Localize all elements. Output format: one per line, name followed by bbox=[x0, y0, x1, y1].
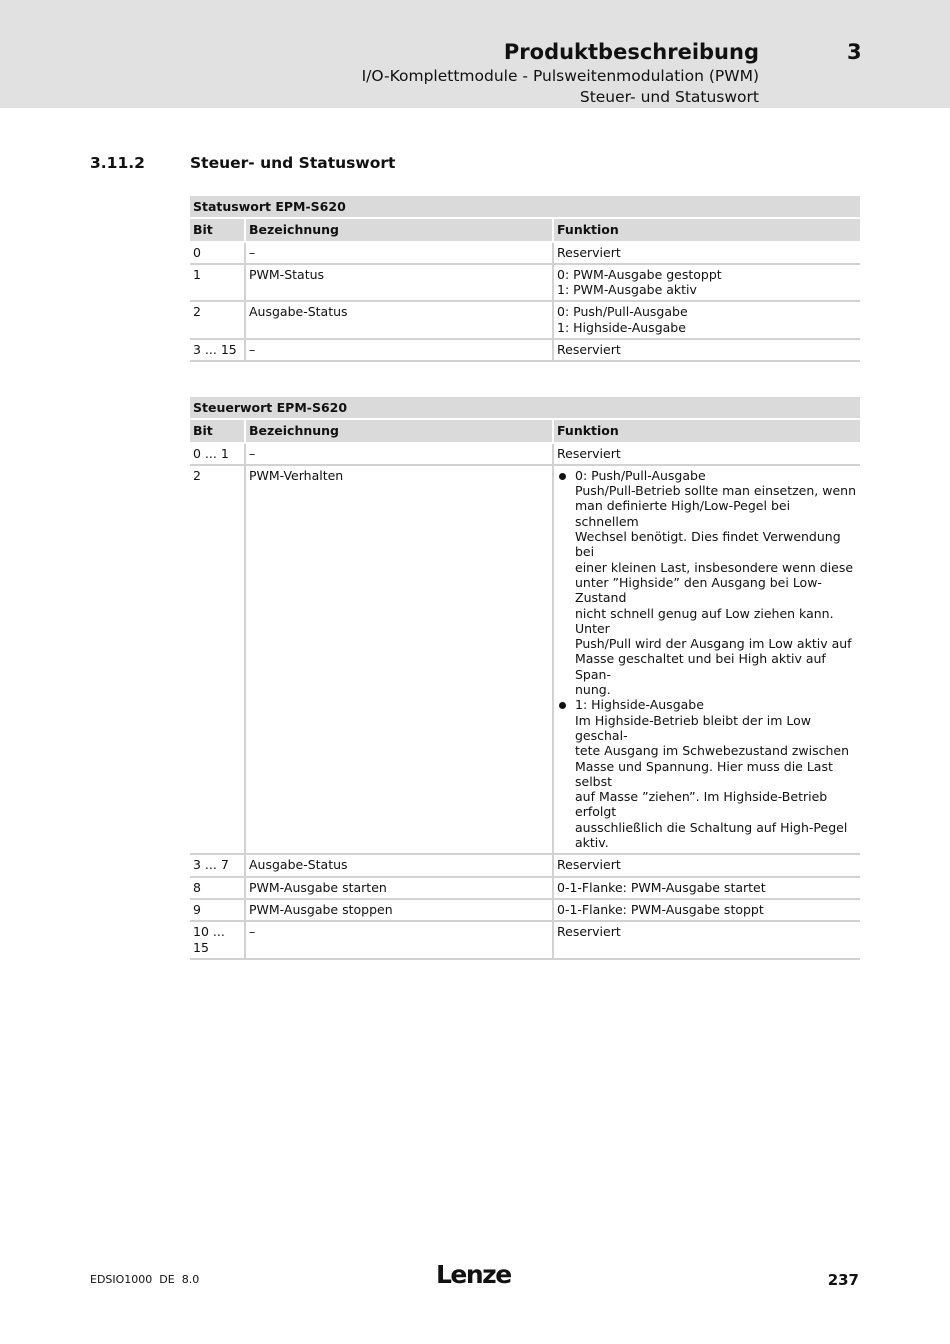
function-line: 0: Push/Pull-Ausgabe bbox=[557, 304, 688, 320]
function-line: Reserviert bbox=[557, 342, 621, 358]
table-row bbox=[190, 855, 860, 877]
table-row bbox=[190, 265, 860, 303]
bit-cell: 0 ... 1 bbox=[190, 444, 244, 466]
function-cell bbox=[552, 243, 860, 265]
function-line: 1: PWM-Ausgabe aktiv bbox=[557, 282, 697, 298]
bullet-icon bbox=[559, 473, 566, 480]
chapter-number: 3 bbox=[847, 40, 862, 64]
bit-cell: 1 bbox=[190, 265, 244, 303]
name-cell: – bbox=[244, 922, 552, 960]
function-cell: Reserviert bbox=[552, 922, 860, 960]
table-caption: Statuswort EPM-S620 bbox=[190, 196, 860, 219]
bit-cell: 3 ... 15 bbox=[190, 340, 244, 362]
table-caption: Steuerwort EPM-S620 bbox=[190, 397, 860, 420]
table-row bbox=[190, 900, 860, 922]
section-title: Steuer- und Statuswort bbox=[190, 154, 396, 172]
control-word-table bbox=[190, 397, 860, 960]
document-code: EDSIO1000 DE 8.0 bbox=[90, 1273, 200, 1286]
function-cell: Reserviert bbox=[552, 444, 860, 466]
page-subtitle: I/O-Komplettmodule - Pulsweitenmodulation (PWM) bbox=[361, 67, 759, 85]
section-heading bbox=[90, 154, 395, 172]
bullet-line: unter ”Highside” den Ausgang bei Low-Zustand bbox=[575, 574, 822, 606]
bit-cell: 3 ... 7 bbox=[190, 855, 244, 877]
function-cell bbox=[552, 340, 860, 362]
list-item bbox=[557, 468, 857, 697]
bullet-head: 1: Highside-Ausgabe bbox=[575, 697, 704, 713]
bit-cell: 2 bbox=[190, 466, 244, 855]
bullet-line: Wechsel benötigt. Dies findet Verwendung bei bbox=[575, 529, 841, 560]
page-subtitle-2: Steuer- und Statuswort bbox=[579, 88, 759, 106]
function-cell: 0-1-Flanke: PWM-Ausgabe stoppt bbox=[552, 900, 860, 922]
name-cell: PWM-Status bbox=[244, 265, 552, 303]
column-header-bit: Bit bbox=[190, 420, 244, 443]
bullet-line: Push/Pull wird der Ausgang im Low aktiv auf bbox=[575, 636, 852, 652]
bit-cell: 0 bbox=[190, 243, 244, 265]
table-row bbox=[190, 922, 860, 960]
name-cell: Ausgabe-Status bbox=[244, 302, 552, 340]
name-cell: Ausgabe-Status bbox=[244, 855, 552, 877]
bit-cell: 8 bbox=[190, 878, 244, 900]
function-cell bbox=[552, 466, 860, 855]
lenze-logo: Lenze bbox=[436, 1260, 511, 1289]
bullet-head: 0: Push/Pull-Ausgabe bbox=[575, 467, 706, 483]
name-cell: – bbox=[244, 340, 552, 362]
table-row bbox=[190, 340, 860, 362]
bit-cell: 10 ... 15 bbox=[190, 922, 244, 960]
function-line: 1: Highside-Ausgabe bbox=[557, 319, 686, 335]
bullet-line: nung. bbox=[575, 682, 611, 698]
bullet-line: Im Highside-Betrieb bleibt der im Low geschal- bbox=[575, 712, 811, 743]
function-cell bbox=[552, 265, 860, 303]
table-row bbox=[190, 444, 860, 466]
page-title: Produktbeschreibung bbox=[503, 40, 759, 64]
bit-cell: 9 bbox=[190, 900, 244, 922]
bullet-line: Masse und Spannung. Hier muss die Last selbst bbox=[575, 758, 833, 789]
table-row bbox=[190, 466, 860, 855]
function-cell: Reserviert bbox=[552, 855, 860, 877]
name-cell: PWM-Ausgabe starten bbox=[244, 878, 552, 900]
function-line: Reserviert bbox=[557, 244, 621, 260]
name-cell: PWM-Verhalten bbox=[244, 466, 552, 855]
bullet-icon bbox=[559, 702, 566, 709]
function-cell bbox=[552, 302, 860, 340]
list-item bbox=[557, 697, 857, 850]
bullet-line: tete Ausgang im Schwebezustand zwischen bbox=[575, 743, 850, 759]
bit-cell: 2 bbox=[190, 302, 244, 340]
column-header-funktion: Funktion bbox=[552, 420, 860, 443]
name-cell: PWM-Ausgabe stoppen bbox=[244, 900, 552, 922]
column-header-bezeichnung: Bezeichnung bbox=[244, 219, 552, 242]
bullet-line: einer kleinen Last, insbesondere wenn diese bbox=[575, 559, 854, 575]
bullet-line: aktiv. bbox=[575, 835, 609, 851]
bullet-line: nicht schnell genug auf Low ziehen kann. Unter bbox=[575, 605, 834, 636]
function-cell: 0-1-Flanke: PWM-Ausgabe startet bbox=[552, 878, 860, 900]
header-band bbox=[0, 0, 950, 108]
column-header-funktion: Funktion bbox=[552, 219, 860, 242]
bullet-line: ausschließlich die Schaltung auf High-Pegel bbox=[575, 819, 848, 835]
bullet-line: man definierte High/Low-Pegel bei schnellem bbox=[575, 498, 791, 529]
bullet-line: Masse geschaltet und bei High aktiv auf Span- bbox=[575, 651, 826, 682]
table-row bbox=[190, 302, 860, 340]
function-line: 0: PWM-Ausgabe gestoppt bbox=[557, 266, 722, 282]
column-header-bezeichnung: Bezeichnung bbox=[244, 420, 552, 443]
bullet-line: Push/Pull-Betrieb sollte man einsetzen, wenn bbox=[575, 483, 856, 499]
bullet-line: auf Masse ”ziehen”. Im Highside-Betrieb erfolgt bbox=[575, 789, 828, 820]
section-number: 3.11.2 bbox=[90, 154, 145, 172]
table-row bbox=[190, 243, 860, 265]
table-row bbox=[190, 878, 860, 900]
name-cell: – bbox=[244, 444, 552, 466]
column-header-bit: Bit bbox=[190, 219, 244, 242]
page-number: 237 bbox=[827, 1271, 859, 1289]
name-cell: – bbox=[244, 243, 552, 265]
status-word-table bbox=[190, 196, 860, 362]
